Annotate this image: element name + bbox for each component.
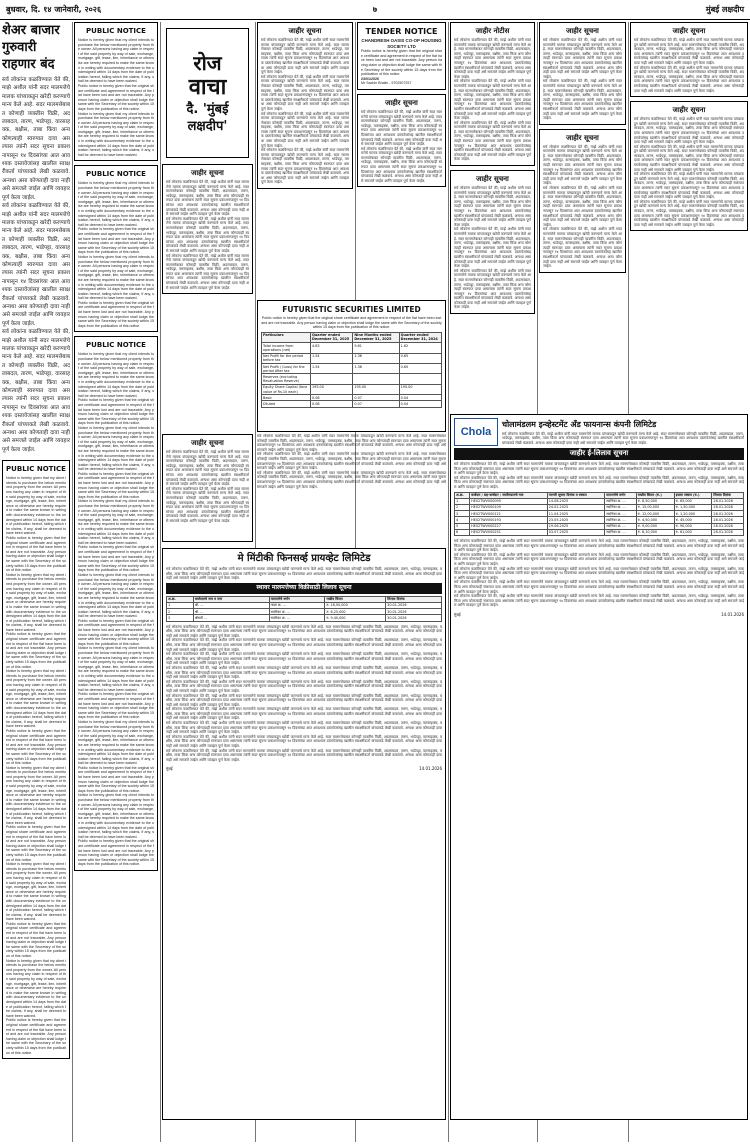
notice-body: Notice is hereby given that my client intends to purchase the below mentioned property from the owner. All persons having any claim in respect of the said property by way of sale, exchange, mortgage, gift, lease, lien, inheritance or otherwise are hereby required to make the same known in writing with documentary evidence to the undersigned within 14 days from the date of publication hereof, failing which the claims, if any, shall be deemed to have been waived. bbox=[6, 669, 66, 729]
promo-box bbox=[166, 28, 249, 158]
futuristic-table-cell: 195.00 bbox=[353, 384, 399, 394]
futuristic-table-cell: 0.04 bbox=[399, 401, 441, 407]
chola-intro: सर्व लोकांना कळविण्यात येते की, माझे अशील यांनी सदर मालमत्तेचे मालक यांच्याकडून खरेदी करण्याचे मान्य केले आहे. सदर मालमत्तेबाबत कोणाही व्यक्तीस विक्री, अदलाबदल, तारण, भाडेपट्टा, वारसाहक्क, बक्षीस, ताबा किंवा अन्य कोणत्याही स्वरुपात दावा असल्यास त्यांनी सदर सूचना प्रकाशनापासून १४ दिवसांच्या आत आवश्यक दस्तावेजांसह खालील स्वाक्षरीकर्ता यांच्याकडे लेखी कळवावे. अन्यथा असा कोणताही दावा नाही असे समजले जाईल आणि व्यवहार पूर्ण केला जाईल. bbox=[454, 475, 744, 489]
mintiki-terms: सर्व लोकांना कळविण्यात येते की, माझे अशील यांनी सदर मालमत्तेचे मालक यांच्याकडून खरेदी करण्याचे मान्य केले आहे. सदर मालमत्तेबाबत कोणाही व्यक्तीस विक्री, अदलाबदल, तारण, भाडेपट्टा, वारसाहक्क, बक्षीस, ताबा किंवा अन्य कोणत्याही स्वरुपात दावा असल्यास त्यांनी सदर सूचना प्रकाशनापासून १४ दिवसांच्या आत आवश्यक दस्तावेजांसह खालील स्वाक्षरीकर्ता यांच्याकडे लेखी कळवावे. अन्यथा असा कोणताही दावा नाही असे समजले जाईल आणि व्यवहार पूर्ण केला जाईल. bbox=[166, 693, 442, 707]
notice-body: Public notice is hereby given that the original share certificate and agreement in respect of the flat have been lost and are not traceable. Any person having claim or objection shall lodge the same with the Secretary of the society within 15 days from the publication of this notice. bbox=[78, 300, 154, 328]
chola-table-cell: रु. 45,000 bbox=[674, 517, 712, 523]
futuristic-table-cell: 4.83 bbox=[311, 343, 353, 353]
notice-title: जाहीर सूचना bbox=[476, 175, 509, 184]
mintiki-table-cell: 30.01.2026 bbox=[386, 615, 442, 621]
public-notice-box-4 bbox=[74, 336, 158, 871]
column-4-top bbox=[257, 22, 353, 322]
promo-line-3: दै. 'मुंबई bbox=[186, 102, 229, 117]
chola-table-cell: HE02TWV000121 bbox=[470, 511, 548, 517]
notice-body: Public notice is hereby given that the original share certificate and agreement in respect of the flat have been lost and are not traceable. Any person having claim or objection shall lodge the same with the Secretary of the society within 15 days from the publication of this notice. bbox=[78, 398, 154, 426]
page-number: ७ bbox=[372, 5, 378, 14]
notice-body: सर्व लोकांना कळविण्यात येते की, माझे अशील यांनी सदर मालमत्तेचे मालक यांच्याकडून खरेदी करण्याचे मान्य केले आहे. सदर मालमत्तेबाबत कोणाही व्यक्तीस विक्री, अदलाबदल, तारण, भाडेपट्टा, वारसाहक्क, बक्षीस, ताबा किंवा अन्य कोणत्याही स्वरुपात दावा असल्यास त्यांनी सदर सूचना प्रकाशनापासून १४ दिवसांच्या आत आवश्यक दस्तावेजांसह खालील स्वाक्षरीकर्ता यांच्याकडे लेखी कळवावे. अन्यथा असा कोणताही दावा नाही असे समजले जाईल आणि व्यवहार पूर्ण केला जाईल. bbox=[257, 470, 446, 489]
notice-body: Public notice is hereby given that the original share certificate and agreement in respect of the flat have been lost and are not traceable. Any person having claim or objection shall lodge the same with the Secretary of the society within 15 days from the publication of this notice. bbox=[78, 83, 154, 111]
chola-table-cell: 1 bbox=[455, 498, 470, 504]
chola-table-cell: 3 bbox=[455, 511, 470, 517]
notice-title: जाहीर सूचना bbox=[672, 106, 706, 115]
column-7-top bbox=[539, 22, 626, 432]
mintiki-auction-box bbox=[162, 548, 446, 1120]
notice-body: Notice is hereby given that my client intends to purchase the below mentioned property from the owner. All persons having any claim in respect of the said property by way of sale, exchange, mortgage, gift, lease, lien, inheritance or otherwise are hereby required to make the same known in writing with documentary evidence to the undersigned within 14 days from the date of publication hereof, failing which the claims, if any, shall be deemed to have been waived. bbox=[78, 793, 154, 839]
mintiki-terms: सर्व लोकांना कळविण्यात येते की, माझे अशील यांनी सदर मालमत्तेचे मालक यांच्याकडून खरेदी करण्याचे मान्य केले आहे. सदर मालमत्तेबाबत कोणाही व्यक्तीस विक्री, अदलाबदल, तारण, भाडेपट्टा, वारसाहक्क, बक्षीस, ताबा किंवा अन्य कोणत्याही स्वरुपात दावा असल्यास त्यांनी सदर सूचना प्रकाशनापासून १४ दिवसांच्या आत आवश्यक दस्तावेजांसह खालील स्वाक्षरीकर्ता यांच्याकडे लेखी कळवावे. अन्यथा असा कोणताही दावा नाही असे समजले जाईल आणि व्यवहार पूर्ण केला जाईल. bbox=[166, 748, 442, 762]
mintiki-table-header-cell: अ.क्र. bbox=[167, 596, 194, 602]
mintiki-table-header-cell: लिलाव दिनांक bbox=[386, 596, 442, 602]
market-article-2: सर्व लोकांना कळविण्यात येते की, माझे अशील यांनी सदर मालमत्तेचे मालक यांच्याकडून खरेदी करण्याचे मान्य केले आहे. सदर मालमत्तेबाबत कोणाही व्यक्तीस विक्री, अदलाबदल, तारण, भाडेपट्टा, वारसाहक्क, बक्षीस, ताबा किंवा अन्य कोणत्याही स्वरुपात दावा असल्यास त्यांनी सदर सूचना प्रकाशनापासून १४ दिवसांच्या आत आवश्यक दस्तावेजांसह खालील स्वाक्षरीकर्ता यांच्याकडे लेखी कळवावे. अन्यथा असा कोणताही दावा नाही असे समजले जाईल आणि व्यवहार पूर्ण केला जाईल. bbox=[2, 203, 70, 327]
notice-body: Notice is hereby given that my client intends to purchase the below mentioned property from the owner. All persons having any claim in respect of the said property by way of sale, exchange, mortgage, gift, lease, lien, inheritance or otherwise are hereby required to make the same known in writing with documentary evidence to the undersigned within 14 days from the date of publication hereof, failing which the claims, if any, shall be deemed to have been waived. bbox=[6, 862, 66, 922]
promo-line-4: लक्षदीप' bbox=[187, 119, 228, 134]
chola-table-cell: रु. 9,00,000 bbox=[636, 523, 674, 529]
notice-body: Public notice is hereby given that the original share certificate and agreement in respect of the flat have been lost and are not traceable. Any person having claim or objection shall lodge the same with the Secretary of the society within 15 days from the publication of this notice. bbox=[6, 632, 66, 669]
chola-table bbox=[454, 492, 744, 536]
futuristic-table-cell: 0.08 bbox=[311, 401, 353, 407]
notice-body: Notice is hereby given that my client intends to purchase the below mentioned property from the owner. All persons having any claim in respect of the said property by way of sale, exchange, mortgage, gift, lease, lien, inheritance or otherwise are hereby required to make the same known in writing with documentary evidence to the undersigned within 14 days from the date of publication hereof, failing which the claims, if any, shall be deemed to have been waived. bbox=[6, 572, 66, 632]
mintiki-subtitle: स्थावर मालमत्तेच्या विक्रीसाठी लिलाव सूचना bbox=[166, 583, 442, 594]
futuristic-table-cell: Reserves (excluding Revaluation Reserve) bbox=[262, 374, 311, 384]
public-notice-box-1 bbox=[74, 22, 158, 161]
futuristic-results-box bbox=[257, 300, 446, 432]
jahir-suchana-box bbox=[357, 94, 446, 188]
tender-body: Public notice is hereby given that the original share certificate and agreement in respect of the flat have been lost and are not traceable. Any person having claim or objection shall lodge the same with the Secretary of the society within 15 days from the publication of this notice. bbox=[361, 49, 442, 77]
chola-table-cell: 03.07.2025 bbox=[547, 529, 605, 535]
jahir-suchana-box bbox=[450, 170, 535, 314]
notice-title: जाहीर सूचना bbox=[191, 169, 224, 177]
tender-notice-box bbox=[357, 22, 446, 90]
notice-body: सर्व लोकांना कळविण्यात येते की, माझे अशील यांनी सदर मालमत्तेचे मालक यांच्याकडून खरेदी करण्याचे मान्य केले आहे. सदर मालमत्तेबाबत कोणाही व्यक्तीस विक्री, अदलाबदल, तारण, भाडेपट्टा, वारसाहक्क, बक्षीस, ताबा किंवा अन्य कोणत्याही स्वरुपात दावा असल्यास त्यांनी सदर सूचना प्रकाशनापासून १४ दिवसांच्या आत आवश्यक दस्तावेजांसह खालील स्वाक्षरीकर्ता यांच्याकडे लेखी कळवावे. अन्यथा असा कोणताही दावा नाही असे समजले जाईल आणि व्यवहार पूर्ण केला जाईल. bbox=[261, 38, 349, 75]
notice-body: सर्व लोकांना कळविण्यात येते की, माझे अशील यांनी सदर मालमत्तेचे मालक यांच्याकडून खरेदी करण्याचे मान्य केले आहे. सदर मालमत्तेबाबत कोणाही व्यक्तीस विक्री, अदलाबदल, तारण, भाडेपट्टा, वारसाहक्क, बक्षीस, ताबा किंवा अन्य कोणत्याही स्वरुपात दावा असल्यास त्यांनी सदर सूचना प्रकाशनापासून १४ दिवसांच्या आत आवश्यक दस्तावेजांसह खालील स्वाक्षरीकर्ता यांच्याकडे लेखी कळवावे. अन्यथा असा कोणताही दावा नाही असे समजले जाईल आणि व्यवहार पूर्ण केला जाईल. bbox=[257, 434, 446, 452]
mintiki-terms: सर्व लोकांना कळविण्यात येते की, माझे अशील यांनी सदर मालमत्तेचे मालक यांच्याकडून खरेदी करण्याचे मान्य केले आहे. सदर मालमत्तेबाबत कोणाही व्यक्तीस विक्री, अदलाबदल, तारण, भाडेपट्टा, वारसाहक्क, बक्षीस, ताबा किंवा अन्य कोणत्याही स्वरुपात दावा असल्यास त्यांनी सदर सूचना प्रकाशनापासून १४ दिवसांच्या आत आवश्यक दस्तावेजांसह खालील स्वाक्षरीकर्ता यांच्याकडे लेखी कळवावे. अन्यथा असा कोणताही दावा नाही असे समजले जाईल आणि व्यवहार पूर्ण केला जाईल. bbox=[166, 707, 442, 721]
notice-body: Public notice is hereby given that the original share certificate and agreement in respect of the flat have been lost and are not traceable. Any person having claim or objection shall lodge the same with the Secretary of the society within 15 days from the publication of this notice. bbox=[6, 728, 66, 766]
public-notice-box-2 bbox=[74, 165, 158, 332]
chola-table-cell: सदनिका क्र. ... bbox=[605, 517, 637, 523]
jahir-suchana-box bbox=[257, 22, 353, 189]
chola-table-cell: 14.08.2025 bbox=[547, 498, 605, 504]
chola-table-cell: HE02TWV000193 bbox=[470, 517, 548, 523]
mintiki-intro: सर्व लोकांना कळविण्यात येते की, माझे अशील यांनी सदर मालमत्तेचे मालक यांच्याकडून खरेदी करण्याचे मान्य केले आहे. सदर मालमत्तेबाबत कोणाही व्यक्तीस विक्री, अदलाबदल, तारण, भाडेपट्टा, वारसाहक्क, बक्षीस, ताबा किंवा अन्य कोणत्याही स्वरुपात दावा असल्यास त्यांनी सदर सूचना प्रकाशनापासून १४ दिवसांच्या आत आवश्यक दस्तावेजांसह खालील स्वाक्षरीकर्ता यांच्याकडे लेखी कळवावे. अन्यथा असा कोणताही दावा नाही असे समजले जाईल आणि व्यवहार पूर्ण केला जाईल. bbox=[166, 567, 442, 581]
futuristic-table-cell: Equity Share Capital (face value of Rs.10 each) bbox=[262, 384, 311, 394]
mintiki-table-cell: 2 bbox=[167, 609, 194, 615]
mintiki-table-cell: श्री. ... bbox=[193, 609, 269, 615]
market-article-3: सर्व लोकांना कळविण्यात येते की, माझे अशील यांनी सदर मालमत्तेचे मालक यांच्याकडून खरेदी करण्याचे मान्य केले आहे. सदर मालमत्तेबाबत कोणाही व्यक्तीस विक्री, अदलाबदल, तारण, भाडेपट्टा, वारसाहक्क, बक्षीस, ताबा किंवा अन्य कोणत्याही स्वरुपात दावा असल्यास त्यांनी सदर सूचना प्रकाशनापासून १४ दिवसांच्या आत आवश्यक दस्तावेजांसह खालील स्वाक्षरीकर्ता यांच्याकडे लेखी कळवावे. अन्यथा असा कोणताही दावा नाही असे समजले जाईल आणि व्यवहार पूर्ण केला जाईल. bbox=[2, 329, 70, 453]
mintiki-terms: सर्व लोकांना कळविण्यात येते की, माझे अशील यांनी सदर मालमत्तेचे मालक यांच्याकडून खरेदी करण्याचे मान्य केले आहे. सदर मालमत्तेबाबत कोणाही व्यक्तीस विक्री, अदलाबदल, तारण, भाडेपट्टा, वारसाहक्क, बक्षीस, ताबा किंवा अन्य कोणत्याही स्वरुपात दावा असल्यास त्यांनी सदर सूचना प्रकाशनापासून १४ दिवसांच्या आत आवश्यक दस्तावेजांसह खालील स्वाक्षरीकर्ता यांच्याकडे लेखी कळवावे. अन्यथा असा कोणताही दावा नाही असे समजले जाईल आणि व्यवहार पूर्ण केला जाईल. bbox=[166, 665, 442, 680]
notice-body: सर्व लोकांना कळविण्यात येते की, माझे अशील यांनी सदर मालमत्तेचे मालक यांच्याकडून खरेदी करण्याचे मान्य केले आहे. सदर मालमत्तेबाबत कोणाही व्यक्तीस विक्री, अदलाबदल, तारण, भाडेपट्टा, वारसाहक्क, बक्षीस, ताबा किंवा अन्य कोणत्याही स्वरुपात दावा असल्यास त्यांनी सदर सूचना प्रकाशनापासून १४ दिवसांच्या आत आवश्यक दस्तावेजांसह खालील स्वाक्षरीकर्ता यांच्याकडे लेखी कळवावे. अन्यथा असा कोणताही दावा नाही असे समजले जाईल आणि व्यवहार पूर्ण केला जाईल. bbox=[454, 186, 531, 227]
mintiki-table-cell: 1 bbox=[167, 602, 194, 608]
chola-table-cell: 24.02.2025 bbox=[547, 504, 605, 510]
futuristic-table-cell: Net Profit / (Loss) for the period After tax bbox=[262, 364, 311, 374]
column-2 bbox=[74, 22, 158, 1142]
mintiki-table-cell: सदनिका क्र. ... bbox=[269, 615, 325, 621]
chola-table-cell: रु. 6,10,000 bbox=[636, 529, 674, 535]
notice-body: Notice is hereby given that my client intends to purchase the below mentioned property from the owner. All persons having any claim in respect of the said property by way of sale, exchange, mortgage, gift, lease, lien, inheritance or otherwise are hereby required to make the same known in writing with documentary evidence to the undersigned within 14 days from the date of publication hereof, failing which the claims, if any, shall be deemed to have been waived. bbox=[78, 38, 154, 84]
notice-body: सर्व लोकांना कळविण्यात येते की, माझे अशील यांनी सदर मालमत्तेचे मालक यांच्याकडून खरेदी करण्याचे मान्य केले आहे. सदर मालमत्तेबाबत कोणाही व्यक्तीस विक्री, अदलाबदल, तारण, भाडेपट्टा, वारसाहक्क, बक्षीस, ताबा किंवा अन्य कोणत्याही स्वरुपात दावा असल्यास त्यांनी सदर सूचना प्रकाशनापासून १४ दिवसांच्या आत आवश्यक दस्तावेजांसह खालील स्वाक्षरीकर्ता यांच्याकडे लेखी कळवावे. अन्यथा असा कोणताही दावा नाही असे समजले जाईल आणि व्यवहार पूर्ण केला जाईल. bbox=[543, 38, 622, 79]
notice-body: Notice is hereby given that my client intends to purchase the below mentioned property from the owner. All persons having any claim in respect of the said property by way of sale, exchange, mortgage, gift, lease, lien, inheritance or otherwise are hereby required to make the same known in writing with documentary evidence to the undersigned within 14 days from the date of publication hereof, failing which the claims, if any, shall be deemed to have been waived. bbox=[78, 425, 154, 472]
futuristic-table-cell: 0.08 bbox=[311, 395, 353, 401]
chola-table-header-cell: मागणी सूचना दिनांक व रक्कम bbox=[547, 492, 605, 498]
futuristic-table-cell: 1.54 bbox=[311, 364, 353, 374]
chola-table-cell: रु. 90,000 bbox=[674, 523, 712, 529]
notice-body: सर्व लोकांना कळविण्यात येते की, माझे अशील यांनी सदर मालमत्तेचे मालक यांच्याकडून खरेदी करण्याचे मान्य केले आहे. सदर मालमत्तेबाबत कोणाही व्यक्तीस विक्री, अदलाबदल, तारण, भाडेपट्टा, वारसाहक्क, बक्षीस, ताबा किंवा अन्य कोणत्याही स्वरुपात दावा असल्यास त्यांनी सदर सूचना प्रकाशनापासून १४ दिवसांच्या आत आवश्यक दस्तावेजांसह खालील स्वाक्षरीकर्ता यांच्याकडे लेखी कळवावे. अन्यथा असा कोणताही दावा नाही असे समजले जाईल आणि व्यवहार पूर्ण केला जाईल. bbox=[261, 111, 349, 148]
chola-table-cell: रु. 85,000 bbox=[674, 498, 712, 504]
futuristic-table-cell: 0.04 bbox=[399, 395, 441, 401]
futuristic-table-cell: 1.62 bbox=[399, 343, 441, 353]
notice-body: Public notice is hereby given that the original share certificate and agreement in respect of the flat have been lost and are not traceable. Any person having claim or objection shall lodge the same with the Secretary of the society within 15 days from the publication of this notice. bbox=[78, 765, 154, 793]
notice-body: सर्व लोकांना कळविण्यात येते की, माझे अशील यांनी सदर मालमत्तेचे मालक यांच्याकडून खरेदी करण्याचे मान्य केले आहे. सदर मालमत्तेबाबत कोणाही व्यक्तीस विक्री, अदलाबदल, तारण, भाडेपट्टा, वारसाहक्क, बक्षीस, ताबा किंवा अन्य कोणत्याही स्वरुपात दावा असल्यास त्यांनी सदर सूचना प्रकाशनापासून १४ दिवसांच्या आत आवश्यक दस्तावेजांसह खालील स्वाक्षरीकर्ता यांच्याकडे लेखी कळवावे. अन्यथा असा कोणताही दावा नाही असे समजले जाईल आणि व्यवहार पूर्ण केला जाईल. bbox=[166, 450, 249, 487]
chola-terms: सर्व लोकांना कळविण्यात येते की, माझे अशील यांनी सदर मालमत्तेचे मालक यांच्याकडून खरेदी करण्याचे मान्य केले आहे. सदर मालमत्तेबाबत कोणाही व्यक्तीस विक्री, अदलाबदल, तारण, भाडेपट्टा, वारसाहक्क, बक्षीस, ताबा किंवा अन्य कोणत्याही स्वरुपात दावा असल्यास त्यांनी सदर सूचना प्रकाशनापासून १४ दिवसांच्या आत आवश्यक दस्तावेजांसह खालील स्वाक्षरीकर्ता यांच्याकडे लेखी कळवावे. अन्यथा असा कोणताही दावा नाही असे समजले जाईल आणि व्यवहार पूर्ण केला जाईल. bbox=[454, 552, 744, 566]
mintiki-table-cell: रु. 18,50,000 bbox=[325, 602, 386, 608]
notice-body: Public notice is hereby given that the original share certificate and agreement in respect of the flat have been lost and are not traceable. Any person having claim or objection shall lodge the same with the Secretary of the society within 15 days from the publication of this notice. bbox=[78, 471, 154, 499]
chola-terms: सर्व लोकांना कळविण्यात येते की, माझे अशील यांनी सदर मालमत्तेचे मालक यांच्याकडून खरेदी करण्याचे मान्य केले आहे. सदर मालमत्तेबाबत कोणाही व्यक्तीस विक्री, अदलाबदल, तारण, भाडेपट्टा, वारसाहक्क, बक्षीस, ताबा किंवा अन्य कोणत्याही स्वरुपात दावा असल्यास त्यांनी सदर सूचना प्रकाशनापासून १४ दिवसांच्या आत आवश्यक दस्तावेजांसह खालील स्वाक्षरीकर्ता यांच्याकडे लेखी कळवावे. अन्यथा असा कोणताही दावा नाही असे समजले जाईल आणि व्यवहार पूर्ण केला जाईल. bbox=[454, 566, 744, 580]
tender-date: 23/01/2026 bbox=[361, 76, 379, 81]
notice-body: सर्व लोकांना कळविण्यात येते की, माझे अशील यांनी सदर मालमत्तेचे मालक यांच्याकडून खरेदी करण्याचे मान्य केले आहे. सदर मालमत्तेबाबत कोणाही व्यक्तीस विक्री, अदलाबदल, तारण, भाडेपट्टा, वारसाहक्क, बक्षीस, ताबा किंवा अन्य कोणत्याही स्वरुपात दावा असल्यास त्यांनी सदर सूचना प्रकाशनापासून १४ दिवसांच्या आत आवश्यक दस्तावेजांसह खालील स्वाक्षरीकर्ता यांच्याकडे लेखी कळवावे. अन्यथा असा कोणताही दावा नाही असे समजले जाईल आणि व्यवहार पूर्ण केला जाईल. bbox=[454, 268, 531, 310]
notice-body: सर्व लोकांना कळविण्यात येते की, माझे अशील यांनी सदर मालमत्तेचे मालक यांच्याकडून खरेदी करण्याचे मान्य केले आहे. सदर मालमत्तेबाबत कोणाही व्यक्तीस विक्री, अदलाबदल, तारण, भाडेपट्टा, वारसाहक्क, बक्षीस, ताबा किंवा अन्य कोणत्याही स्वरुपात दावा असल्यास त्यांनी सदर सूचना प्रकाशनापासून १४ दिवसांच्या आत आवश्यक दस्तावेजांसह खालील स्वाक्षरीकर्ता यांच्याकडे लेखी कळवावे. अन्यथा असा कोणताही दावा नाही असे समजले जाईल आणि व्यवहार पूर्ण केला जाईल. bbox=[166, 486, 249, 523]
mintiki-terms: सर्व लोकांना कळविण्यात येते की, माझे अशील यांनी सदर मालमत्तेचे मालक यांच्याकडून खरेदी करण्याचे मान्य केले आहे. सदर मालमत्तेबाबत कोणाही व्यक्तीस विक्री, अदलाबदल, तारण, भाडेपट्टा, वारसाहक्क, बक्षीस, ताबा किंवा अन्य कोणत्याही स्वरुपात दावा असल्यास त्यांनी सदर सूचना प्रकाशनापासून १४ दिवसांच्या आत आवश्यक दस्तावेजांसह खालील स्वाक्षरीकर्ता यांच्याकडे लेखी कळवावे. अन्यथा असा कोणताही दावा नाही असे समजले जाईल आणि व्यवहार पूर्ण केला जाईल. bbox=[166, 652, 442, 666]
market-headline: शेअर बाजार गुरुवारी राहणार बंद bbox=[2, 23, 60, 72]
notice-body: सर्व लोकांना कळविण्यात येते की, माझे अशील यांनी सदर मालमत्तेचे मालक यांच्याकडून खरेदी करण्याचे मान्य केले आहे. सदर मालमत्तेबाबत कोणाही व्यक्तीस विक्री, अदलाबदल, तारण, भाडेपट्टा, वारसाहक्क, बक्षीस, ताबा किंवा अन्य कोणत्याही स्वरुपात दावा असल्यास त्यांनी सदर सूचना प्रकाशनापासून १४ दिवसांच्या आत आवश्यक दस्तावेजांसह खालील स्वाक्षरीकर्ता यांच्याकडे लेखी कळवावे. अन्यथा असा कोणताही दावा नाही असे समजले जाईल आणि व्यवहार पूर्ण केला जाईल. bbox=[257, 452, 446, 471]
notice-title: जाहीर सूचना bbox=[672, 27, 706, 35]
notice-body: सर्व लोकांना कळविण्यात येते की, माझे अशील यांनी सदर मालमत्तेचे मालक यांच्याकडून खरेदी करण्याचे मान्य केले आहे. सदर मालमत्तेबाबत कोणाही व्यक्तीस विक्री, अदलाबदल, तारण, भाडेपट्टा, वारसाहक्क, बक्षीस, ताबा किंवा अन्य कोणत्याही स्वरुपात दावा असल्यास त्यांनी सदर सूचना प्रकाशनापासून १४ दिवसांच्या आत आवश्यक दस्तावेजांसह खालील स्वाक्षरीकर्ता यांच्याकडे लेखी कळवावे. अन्यथा असा कोणताही दावा नाही असे समजले जाईल आणि व्यवहार पूर्ण केला जाईल. bbox=[166, 216, 249, 253]
page-header bbox=[0, 0, 750, 20]
promo-line-1: रोज bbox=[193, 51, 222, 75]
column-3-top bbox=[162, 22, 253, 432]
chola-table-cell: 28.01.2026 bbox=[712, 504, 744, 510]
notice-body: सर्व लोकांना कळविण्यात येते की, माझे अशील यांनी सदर मालमत्तेचे मालक यांच्याकडून खरेदी करण्याचे मान्य केले आहे. सदर मालमत्तेबाबत कोणाही व्यक्तीस विक्री, अदलाबदल, तारण, भाडेपट्टा, वारसाहक्क, बक्षीस, ताबा किंवा अन्य कोणत्याही स्वरुपात दावा असल्यास त्यांनी सदर सूचना प्रकाशनापासून १४ दिवसांच्या आत आवश्यक दस्तावेजांसह खालील स्वाक्षरीकर्ता यांच्याकडे लेखी कळवावे. अन्यथा असा कोणताही दावा नाही असे समजले जाईल आणि व्यवहार पूर्ण केला जाईल. bbox=[454, 120, 531, 162]
notice-body: Notice is hereby given that my client intends to purchase the below mentioned property from the owner. All persons having any claim in respect of the said property by way of sale, exchange, mortgage, gift, lease, lien, inheritance or otherwise are hereby required to make the same known in writing with documentary evidence to the undersigned within 14 days from the date of publication hereof, failing which the claims, if any, shall be deemed to have been waived. bbox=[78, 719, 154, 766]
tender-contact: Mr Sachin Bhalin - 9702507257 bbox=[361, 81, 412, 86]
market-article: सर्व लोकांना कळविण्यात येते की, माझे अशील यांनी सदर मालमत्तेचे मालक यांच्याकडून खरेदी करण्याचे मान्य केले आहे. सदर मालमत्तेबाबत कोणाही व्यक्तीस विक्री, अदलाबदल, तारण, भाडेपट्टा, वारसाहक्क, बक्षीस, ताबा किंवा अन्य कोणत्याही स्वरुपात दावा असल्यास त्यांनी सदर सूचना प्रकाशनापासून १४ दिवसांच्या आत आवश्यक दस्तावेजांसह खालील स्वाक्षरीकर्ता यांच्याकडे लेखी कळवावे. अन्यथा असा कोणताही दावा नाही असे समजले जाईल आणि व्यवहार पूर्ण केला जाईल. bbox=[2, 77, 70, 201]
chola-terms: सर्व लोकांना कळविण्यात येते की, माझे अशील यांनी सदर मालमत्तेचे मालक यांच्याकडून खरेदी करण्याचे मान्य केले आहे. सदर मालमत्तेबाबत कोणाही व्यक्तीस विक्री, अदलाबदल, तारण, भाडेपट्टा, वारसाहक्क, बक्षीस, ताबा किंवा अन्य कोणत्याही स्वरुपात दावा असल्यास त्यांनी सदर सूचना प्रकाशनापासून १४ दिवसांच्या आत आवश्यक दस्तावेजांसह खालील स्वाक्षरीकर्ता यांच्याकडे लेखी कळवावे. अन्यथा असा कोणताही दावा नाही असे समजले जाईल आणि व्यवहार पूर्ण केला जाईल. bbox=[454, 538, 744, 553]
chola-table-header-cell: राखीव किंमत (रु.) bbox=[636, 492, 674, 498]
futuristic-table-cell bbox=[311, 374, 353, 384]
notice-body: सर्व लोकांना कळविण्यात येते की, माझे अशील यांनी सदर मालमत्तेचे मालक यांच्याकडून खरेदी करण्याचे मान्य केले आहे. सदर मालमत्तेबाबत कोणाही व्यक्तीस विक्री, अदलाबदल, तारण, भाडेपट्टा, वारसाहक्क, बक्षीस, ताबा किंवा अन्य कोणत्याही स्वरुपात दावा असल्यास त्यांनी सदर सूचना प्रकाशनापासून १४ दिवसांच्या आत आवश्यक दस्तावेजांसह खालील स्वाक्षरीकर्ता यांच्याकडे लेखी कळवावे. अन्यथा असा कोणताही दावा नाही असे समजले जाईल आणि व्यवहार पूर्ण केला जाईल. bbox=[543, 144, 622, 186]
notice-body: Notice is hereby given that my client intends to purchase the below mentioned property from the owner. All persons having any claim in respect of the said property by way of sale, exchange, mortgage, gift, lease, lien, inheritance or otherwise are hereby required to make the same known in writing with documentary evidence to the undersigned within 14 days from the date of publication hereof, failing which the claims, if any, shall be deemed to have been waived. bbox=[78, 254, 154, 301]
chola-table-header-cell: इसारा रक्कम (रु.) bbox=[674, 492, 712, 498]
notice-body: सर्व लोकांना कळविण्यात येते की, माझे अशील यांनी सदर मालमत्तेचे मालक यांच्याकडून खरेदी करण्याचे मान्य केले आहे. सदर मालमत्तेबाबत कोणाही व्यक्तीस विक्री, अदलाबदल, तारण, भाडेपट्टा, वारसाहक्क, बक्षीस, ताबा किंवा अन्य कोणत्याही स्वरुपात दावा असल्यास त्यांनी सदर सूचना प्रकाशनापासून १४ दिवसांच्या आत आवश्यक दस्तावेजांसह खालील स्वाक्षरीकर्ता यांच्याकडे लेखी कळवावे. अन्यथा असा कोणताही दावा नाही असे समजले जाईल आणि व्यवहार पूर्ण केला जाईल. bbox=[543, 79, 622, 121]
chola-table-cell: 28.01.2026 bbox=[712, 498, 744, 504]
tender-society: CHANDRESH OASIS CO-OP HOUSING SOCIETY LTD bbox=[361, 38, 442, 49]
chola-table-row bbox=[455, 529, 744, 535]
mintiki-table-cell: रु. 6,25,000 bbox=[325, 609, 386, 615]
chola-table-cell: रु. 61,000 bbox=[674, 529, 712, 535]
chola-table-cell: रु. 4,50,000 bbox=[636, 517, 674, 523]
notice-title: PUBLIC NOTICE bbox=[6, 465, 66, 474]
notice-body: Public notice is hereby given that the original share certificate and agreement in respect of the flat have been lost and are not traceable. Any person having claim or objection shall lodge the same with the Secretary of the society within 15 days from the publication of this notice. bbox=[78, 839, 154, 867]
notice-body: Notice is hereby given that my client intends to purchase the below mentioned property from the owner. All persons having any claim in respect of the said property by way of sale, exchange, mortgage, gift, lease, lien, inheritance or otherwise are hereby required to make the same known in writing with documentary evidence to the undersigned within 14 days from the date of publication hereof, failing which the claims, if any, shall be deemed to have been waived. bbox=[78, 352, 154, 398]
header-date: बुधवार, दि. १४ जानेवारी, २०२६ bbox=[6, 5, 102, 14]
notice-body: सर्व लोकांना कळविण्यात येते की, माझे अशील यांनी सदर मालमत्तेचे मालक यांच्याकडून खरेदी करण्याचे मान्य केले आहे. सदर मालमत्तेबाबत कोणाही व्यक्तीस विक्री, अदलाबदल, तारण, भाडेपट्टा, वारसाहक्क, बक्षीस, ताबा किंवा अन्य कोणत्याही स्वरुपात दावा असल्यास त्यांनी सदर सूचना प्रकाशनापासून १४ दिवसांच्या आत आवश्यक दस्तावेजांसह खालील स्वाक्षरीकर्ता यांच्याकडे लेखी कळवावे. अन्यथा असा कोणताही दावा नाही असे समजले जाईल आणि व्यवहार पूर्ण केला जाईल. bbox=[634, 199, 744, 227]
chola-auction-box bbox=[450, 414, 748, 1120]
chola-table-cell: सदनिका क्र. ... bbox=[605, 523, 637, 529]
notice-body: Notice is hereby given that my client intends to purchase the below mentioned property from the owner. All persons having any claim in respect of the said property by way of sale, exchange, mortgage, gift, lease, lien, inheritance or otherwise are hereby required to make the same known in writing with documentary evidence to the undersigned within 14 days from the date of publication hereof, failing which the claims, if any, shall be deemed to have been waived. bbox=[6, 765, 66, 825]
place: मुंबई bbox=[454, 611, 461, 617]
futuristic-table-cell: 1.36 bbox=[353, 364, 399, 374]
chola-table-cell: HE02TWV000109 bbox=[470, 504, 548, 510]
jahir-suchana-box bbox=[630, 101, 748, 231]
chola-table-cell: सदनिका क्र. ... bbox=[605, 511, 637, 517]
header-paper-name: मुंबई लक्षदीप bbox=[705, 5, 744, 14]
notice-body: Public notice is hereby given that the original share certificate and agreement in respect of the flat have been lost and are not traceable. Any person having claim or objection shall lodge the same with the Secretary of the society within 15 days from the publication of this notice. bbox=[6, 536, 66, 573]
mintiki-terms: सर्व लोकांना कळविण्यात येते की, माझे अशील यांनी सदर मालमत्तेचे मालक यांच्याकडून खरेदी करण्याचे मान्य केले आहे. सदर मालमत्तेबाबत कोणाही व्यक्तीस विक्री, अदलाबदल, तारण, भाडेपट्टा, वारसाहक्क, बक्षीस, ताबा किंवा अन्य कोणत्याही स्वरुपात दावा असल्यास त्यांनी सदर सूचना प्रकाशनापासून १४ दिवसांच्या आत आवश्यक दस्तावेजांसह खालील स्वाक्षरीकर्ता यांच्याकडे लेखी कळवावे. अन्यथा असा कोणताही दावा नाही असे समजले जाईल आणि व्यवहार पूर्ण केला जाईल. bbox=[166, 679, 442, 693]
notice-body: सर्व लोकांना कळविण्यात येते की, माझे अशील यांनी सदर मालमत्तेचे मालक यांच्याकडून खरेदी करण्याचे मान्य केले आहे. सदर मालमत्तेबाबत कोणाही व्यक्तीस विक्री, अदलाबदल, तारण, भाडेपट्टा, वारसाहक्क, बक्षीस, ताबा किंवा अन्य कोणत्याही स्वरुपात दावा असल्यास त्यांनी सदर सूचना प्रकाशनापासून १४ दिवसांच्या आत आवश्यक दस्तावेजांसह खालील स्वाक्षरीकर्ता यांच्याकडे लेखी कळवावे. अन्यथा असा कोणताही दावा नाही असे समजले जाईल आणि व्यवहार पूर्ण केला जाईल. bbox=[634, 117, 744, 145]
futuristic-table-cell: Diluted bbox=[262, 401, 311, 407]
chola-table-cell: 5 bbox=[455, 523, 470, 529]
notice-body: सर्व लोकांना कळविण्यात येते की, माझे अशील यांनी सदर मालमत्तेचे मालक यांच्याकडून खरेदी करण्याचे मान्य केले आहे. सदर मालमत्तेबाबत कोणाही व्यक्तीस विक्री, अदलाबदल, तारण, भाडेपट्टा, वारसाहक्क, बक्षीस, ताबा किंवा अन्य कोणत्याही स्वरुपात दावा असल्यास त्यांनी सदर सूचना प्रकाशनापासून १४ दिवसांच्या आत आवश्यक दस्तावेजांसह खालील स्वाक्षरीकर्ता यांच्याकडे लेखी कळवावे. अन्यथा असा कोणताही दावा नाही असे समजले जाईल आणि व्यवहार पूर्ण केला जाईल. bbox=[166, 253, 249, 290]
chola-table-header-cell: कर्जदार / सह-कर्जदार / जामीनदाराचे नाव bbox=[470, 492, 548, 498]
chola-table-header-cell: लिलाव दिनांक bbox=[712, 492, 744, 498]
mintiki-terms: सर्व लोकांना कळविण्यात येते की, माझे अशील यांनी सदर मालमत्तेचे मालक यांच्याकडून खरेदी करण्याचे मान्य केले आहे. सदर मालमत्तेबाबत कोणाही व्यक्तीस विक्री, अदलाबदल, तारण, भाडेपट्टा, वारसाहक्क, बक्षीस, ताबा किंवा अन्य कोणत्याही स्वरुपात दावा असल्यास त्यांनी सदर सूचना प्रकाशनापासून १४ दिवसांच्या आत आवश्यक दस्तावेजांसह खालील स्वाक्षरीकर्ता यांच्याकडे लेखी कळवावे. अन्यथा असा कोणताही दावा नाही असे समजले जाईल आणि व्यवहार पूर्ण केला जाईल. bbox=[166, 734, 442, 749]
notice-body: सर्व लोकांना कळविण्यात येते की, माझे अशील यांनी सदर मालमत्तेचे मालक यांच्याकडून खरेदी करण्याचे मान्य केले आहे. सदर मालमत्तेबाबत कोणाही व्यक्तीस विक्री, अदलाबदल, तारण, भाडेपट्टा, वारसाहक्क, बक्षीस, ताबा किंवा अन्य कोणत्याही स्वरुपात दावा असल्यास त्यांनी सदर सूचना प्रकाशनापासून १४ दिवसांच्या आत आवश्यक दस्तावेजांसह खालील स्वाक्षरीकर्ता यांच्याकडे लेखी कळवावे. अन्यथा असा कोणताही दावा नाही असे समजले जाईल आणि व्यवहार पूर्ण केला जाईल. bbox=[261, 148, 349, 185]
notice-title: जाहीर नोटीस bbox=[475, 27, 510, 35]
chola-table-cell: 11.04.2025 bbox=[547, 511, 605, 517]
notice-title: PUBLIC NOTICE bbox=[86, 170, 146, 179]
futuristic-table-row bbox=[262, 343, 442, 353]
chola-table-cell: 6 bbox=[455, 529, 470, 535]
notice-body: सर्व लोकांना कळविण्यात येते की, माझे अशील यांनी सदर मालमत्तेचे मालक यांच्याकडून खरेदी करण्याचे मान्य केले आहे. सदर मालमत्तेबाबत कोणाही व्यक्तीस विक्री, अदलाबदल, तारण, भाडेपट्टा, वारसाहक्क, बक्षीस, ताबा किंवा अन्य कोणत्याही स्वरुपात दावा असल्यास त्यांनी सदर सूचना प्रकाशनापासून १४ दिवसांच्या आत आवश्यक दस्तावेजांसह खालील स्वाक्षरीकर्ता यांच्याकडे लेखी कळवावे. अन्यथा असा कोणताही दावा नाही असे समजले जाईल आणि व्यवहार पूर्ण केला जाईल. bbox=[454, 79, 531, 121]
notice-body: Notice is hereby given that my client intends to purchase the below mentioned property from the owner. All persons having any claim in respect of the said property by way of sale, exchange, mortgage, gift, lease, lien, inheritance or otherwise are hereby required to make the same known in writing with documentary evidence to the undersigned within 14 days from the date of publication hereof, failing which the claims, if any, shall be deemed to have been waived. bbox=[78, 646, 154, 692]
chola-header bbox=[454, 418, 744, 446]
jahir-suchana-box bbox=[539, 22, 626, 125]
futuristic-table-row bbox=[262, 384, 442, 394]
futuristic-table-cell: 0.65 bbox=[399, 364, 441, 374]
promo-line-2: वाचा bbox=[188, 75, 227, 100]
mintiki-table-cell: श्री. ... bbox=[193, 602, 269, 608]
mintiki-footer bbox=[166, 766, 442, 772]
notice-body: सर्व लोकांना कळविण्यात येते की, माझे अशील यांनी सदर मालमत्तेचे मालक यांच्याकडून खरेदी करण्याचे मान्य केले आहे. सदर मालमत्तेबाबत कोणाही व्यक्तीस विक्री, अदलाबदल, तारण, भाडेपट्टा, वारसाहक्क, बक्षीस, ताबा किंवा अन्य कोणत्याही स्वरुपात दावा असल्यास त्यांनी सदर सूचना प्रकाशनापासून १४ दिवसांच्या आत आवश्यक दस्तावेजांसह खालील स्वाक्षरीकर्ता यांच्याकडे लेखी कळवावे. अन्यथा असा कोणताही दावा नाही असे समजले जाईल आणि व्यवहार पूर्ण केला जाईल. bbox=[361, 146, 442, 183]
chola-table-cell: सदनिका क्र. ... bbox=[605, 529, 637, 535]
futuristic-table-cell: 0.65 bbox=[399, 353, 441, 363]
notice-body: Notice is hereby given that my client intends to purchase the below mentioned property from the owner. All persons having any claim in respect of the said property by way of sale, exchange, mortgage, gift, lease, lien, inheritance or otherwise are hereby required to make the same known in writing with documentary evidence to the undersigned within 14 days from the date of publication hereof, failing which the claims, if any, shall be deemed to have been waived. bbox=[78, 499, 154, 545]
futuristic-table-cell bbox=[399, 374, 441, 384]
futuristic-table bbox=[261, 332, 442, 408]
jahir-suchana-box bbox=[162, 164, 253, 294]
notice-body: Public notice is hereby given that the original share certificate and agreement in respect of the flat have been lost and are not traceable. Any person having claim or objection shall lodge the same with the Secretary of the society within 15 days from the publication of this notice. bbox=[78, 545, 154, 573]
notice-body: सर्व लोकांना कळविण्यात येते की, माझे अशील यांनी सदर मालमत्तेचे मालक यांच्याकडून खरेदी करण्याचे मान्य केले आहे. सदर मालमत्तेबाबत कोणाही व्यक्तीस विक्री, अदलाबदल, तारण, भाडेपट्टा, वारसाहक्क, बक्षीस, ताबा किंवा अन्य कोणत्याही स्वरुपात दावा असल्यास त्यांनी सदर सूचना प्रकाशनापासून १४ दिवसांच्या आत आवश्यक दस्तावेजांसह खालील स्वाक्षरीकर्ता यांच्याकडे लेखी कळवावे. अन्यथा असा कोणताही दावा नाही असे समजले जाईल आणि व्यवहार पूर्ण केला जाईल. bbox=[634, 38, 744, 65]
notice-title: जाहीर सूचना bbox=[385, 98, 418, 107]
chola-table-cell: 2 bbox=[455, 504, 470, 510]
mintiki-table-header-cell: मालमत्तेचे वर्णन bbox=[269, 596, 325, 602]
notice-body: Public notice is hereby given that the original share certificate and agreement in respect of the flat have been lost and are not traceable. Any person having claim or objection shall lodge the same with the Secretary of the society within 15 days from the publication of this notice. bbox=[6, 825, 66, 862]
notice-body: Notice is hereby given that my client intends to purchase the below mentioned property from the owner. All persons having any claim in respect of the said property by way of sale, exchange, mortgage, gift, lease, lien, inheritance or otherwise are hereby required to make the same known in writing with documentary evidence to the undersigned within 14 days from the date of publication hereof, failing which the claims, if any, shall be deemed to have been waived. bbox=[78, 572, 154, 619]
chola-table-cell: HE02TWV000251 bbox=[470, 529, 548, 535]
jahir-suchana-box bbox=[630, 22, 748, 97]
chola-footer bbox=[454, 612, 744, 618]
chola-table-cell: सदनिका क्र. ... bbox=[605, 504, 637, 510]
futuristic-table-cell: 1.36 bbox=[353, 353, 399, 363]
mintiki-table-cell: 30.01.2026 bbox=[386, 602, 442, 608]
chola-logo: Chola bbox=[454, 418, 498, 446]
notice-body: Public notice is hereby given that the original share certificate and agreement in respect of the flat have been lost and are not traceable. Any person having claim or objection shall lodge the same with the Secretary of the society within 15 days from the publication of this notice. bbox=[6, 1018, 66, 1055]
mintiki-terms: सर्व लोकांना कळविण्यात येते की, माझे अशील यांनी सदर मालमत्तेचे मालक यांच्याकडून खरेदी करण्याचे मान्य केले आहे. सदर मालमत्तेबाबत कोणाही व्यक्तीस विक्री, अदलाबदल, तारण, भाडेपट्टा, वारसाहक्क, बक्षीस, ताबा किंवा अन्य कोणत्याही स्वरुपात दावा असल्यास त्यांनी सदर सूचना प्रकाशनापासून १४ दिवसांच्या आत आवश्यक दस्तावेजांसह खालील स्वाक्षरीकर्ता यांच्याकडे लेखी कळवावे. अन्यथा असा कोणताही दावा नाही असे समजले जाईल आणि व्यवहार पूर्ण केला जाईल. bbox=[166, 638, 442, 652]
notice-body: सर्व लोकांना कळविण्यात येते की, माझे अशील यांनी सदर मालमत्तेचे मालक यांच्याकडून खरेदी करण्याचे मान्य केले आहे. सदर मालमत्तेबाबत कोणाही व्यक्तीस विक्री, अदलाबदल, तारण, भाडेपट्टा, वारसाहक्क, बक्षीस, ताबा किंवा अन्य कोणत्याही स्वरुपात दावा असल्यास त्यांनी सदर सूचना प्रकाशनापासून १४ दिवसांच्या आत आवश्यक दस्तावेजांसह खालील स्वाक्षरीकर्ता यांच्याकडे लेखी कळवावे. अन्यथा असा कोणताही दावा नाही असे समजले जाईल आणि व्यवहार पूर्ण केला जाईल. bbox=[543, 186, 622, 227]
mintiki-table-header-cell: राखीव किंमत bbox=[325, 596, 386, 602]
chola-address: सर्व लोकांना कळविण्यात येते की, माझे अशील यांनी सदर मालमत्तेचे मालक यांच्याकडून खरेदी करण्याचे मान्य केले आहे. सदर मालमत्तेबाबत कोणाही व्यक्तीस विक्री, अदलाबदल, तारण, भाडेपट्टा, वारसाहक्क, बक्षीस, ताबा किंवा अन्य कोणत्याही स्वरुपात दावा असल्यास त्यांनी सदर सूचना प्रकाशनापासून १४ दिवसांच्या आत आवश्यक दस्तावेजांसह खालील स्वाक्षरीकर्ता यांच्याकडे लेखी कळवावे. अन्यथा असा कोणताही दावा नाही असे समजले जाईल आणि व्यवहार पूर्ण केला जाईल. bbox=[502, 431, 744, 445]
chola-table-cell: 28.01.2026 bbox=[712, 511, 744, 517]
futuristic-table-header-cell: Particulars bbox=[262, 332, 311, 342]
chola-table-cell: रु. 15,00,000 bbox=[636, 504, 674, 510]
futuristic-table-cell: Net Profit for the period before tax bbox=[262, 353, 311, 363]
chola-table-cell: 19.06.2025 bbox=[547, 523, 605, 529]
chola-table-cell: रु. 8,50,000 bbox=[636, 498, 674, 504]
notice-body: सर्व लोकांना कळविण्यात येते की, माझे अशील यांनी सदर मालमत्तेचे मालक यांच्याकडून खरेदी करण्याचे मान्य केले आहे. सदर मालमत्तेबाबत कोणाही व्यक्तीस विक्री, अदलाबदल, तारण, भाडेपट्टा, वारसाहक्क, बक्षीस, ताबा किंवा अन्य कोणत्याही स्वरुपात दावा असल्यास त्यांनी सदर सूचना प्रकाशनापासून १४ दिवसांच्या आत आवश्यक दस्तावेजांसह खालील स्वाक्षरीकर्ता यांच्याकडे लेखी कळवावे. अन्यथा असा कोणताही दावा नाही असे समजले जाईल आणि व्यवहार पूर्ण केला जाईल. bbox=[634, 144, 744, 172]
notice-body: Public notice is hereby given that the original share certificate and agreement in respect of the flat have been lost and are not traceable. Any person having claim or objection shall lodge the same with the Secretary of the society within 15 days from the publication of this notice. bbox=[6, 921, 66, 959]
chola-table-header-cell: मालमत्तेचे वर्णन bbox=[605, 492, 637, 498]
futuristic-table-header-cell: Quarter ended December 31, 2024 bbox=[399, 332, 441, 342]
chola-subtitle: जाहीर ई-लिलाव सूचना bbox=[454, 448, 744, 460]
mintiki-table-cell: 3 bbox=[167, 615, 194, 621]
notice-body: Notice is hereby given that my client intends to purchase the below mentioned property from the owner. All persons having any claim in respect of the said property by way of sale, exchange, mortgage, gift, lease, lien, inheritance or otherwise are hereby required to make the same known in writing with documentary evidence to the undersigned within 14 days from the date of publication hereof, failing which the claims, if any, shall be deemed to have been waived. bbox=[6, 958, 66, 1018]
public-notice-box-3 bbox=[2, 460, 70, 1059]
futuristic-table-cell: Basic bbox=[262, 395, 311, 401]
mintiki-table bbox=[166, 596, 442, 622]
jahir-suchana-box bbox=[539, 129, 626, 273]
mintiki-table-cell: 30.01.2026 bbox=[386, 609, 442, 615]
chola-table-cell: 28.01.2026 bbox=[712, 529, 744, 535]
notice-title: जाहीर सूचना bbox=[566, 133, 599, 142]
chola-table-cell: 28.01.2026 bbox=[712, 523, 744, 529]
futuristic-table-cell: 0.07 bbox=[353, 395, 399, 401]
notice-body: Notice is hereby given that my client intends to purchase the below mentioned property from the owner. All persons having any claim in respect of the said property by way of sale, exchange, mortgage, gift, lease, lien, inheritance or otherwise are hereby required to make the same known in writing with documentary evidence to the undersigned within 14 days from the date of publication hereof, failing which the claims, if any, shall be deemed to have been waived. bbox=[6, 476, 66, 536]
notice-body: Notice is hereby given that my client intends to purchase the below mentioned property from the owner. All persons having any claim in respect of the said property by way of sale, exchange, mortgage, gift, lease, lien, inheritance or otherwise are hereby required to make the same known in writing with documentary evidence to the undersigned within 14 days from the date of publication hereof, failing which the claims, if any, shall be deemed to have been waived. bbox=[78, 181, 154, 227]
futuristic-table-row bbox=[262, 364, 442, 374]
notice-body: Public notice is hereby given that the original share certificate and agreement in respect of the flat have been lost and are not traceable. Any person having claim or objection shall lodge the same with the Secretary of the society within 15 days from the publication of this notice. bbox=[78, 227, 154, 255]
futuristic-address: Public notice is hereby given that the original share certificate and agreement in respect of the flat have been lost and are not traceable. Any person having claim or objection shall lodge the same with the Secretary of the society within 15 days from the publication of this notice. bbox=[261, 316, 442, 330]
chola-intro: सर्व लोकांना कळविण्यात येते की, माझे अशील यांनी सदर मालमत्तेचे मालक यांच्याकडून खरेदी करण्याचे मान्य केले आहे. सदर मालमत्तेबाबत कोणाही व्यक्तीस विक्री, अदलाबदल, तारण, भाडेपट्टा, वारसाहक्क, बक्षीस, ताबा किंवा अन्य कोणत्याही स्वरुपात दावा असल्यास त्यांनी सदर सूचना प्रकाशनापासून १४ दिवसांच्या आत आवश्यक दस्तावेजांसह खालील स्वाक्षरीकर्ता यांच्याकडे लेखी कळवावे. अन्यथा असा कोणताही दावा नाही असे समजले जाईल आणि व्यवहार पूर्ण केला जाईल. bbox=[454, 462, 744, 476]
jahir-suchana-box bbox=[162, 434, 253, 542]
futuristic-table-cell: 0.07 bbox=[353, 401, 399, 407]
futuristic-table-cell: 195.00 bbox=[311, 384, 353, 394]
chola-table-cell: रु. 1,20,000 bbox=[674, 511, 712, 517]
chola-table-cell: रु. 1,50,000 bbox=[674, 504, 712, 510]
chola-terms: सर्व लोकांना कळविण्यात येते की, माझे अशील यांनी सदर मालमत्तेचे मालक यांच्याकडून खरेदी करण्याचे मान्य केले आहे. सदर मालमत्तेबाबत कोणाही व्यक्तीस विक्री, अदलाबदल, तारण, भाडेपट्टा, वारसाहक्क, बक्षीस, ताबा किंवा अन्य कोणत्याही स्वरुपात दावा असल्यास त्यांनी सदर सूचना प्रकाशनापासून १४ दिवसांच्या आत आवश्यक दस्तावेजांसह खालील स्वाक्षरीकर्ता यांच्याकडे लेखी कळवावे. अन्यथा असा कोणताही दावा नाही असे समजले जाईल आणि व्यवहार पूर्ण केला जाईल. bbox=[454, 580, 744, 594]
mid-notices bbox=[162, 434, 446, 544]
date: 14.01.2026 bbox=[419, 766, 442, 772]
mintiki-table-cell: रु. 9,40,000 bbox=[325, 615, 386, 621]
notice-body: सर्व लोकांना कळविण्यात येते की, माझे अशील यांनी सदर मालमत्तेचे मालक यांच्याकडून खरेदी करण्याचे मान्य केले आहे. सदर मालमत्तेबाबत कोणाही व्यक्तीस विक्री, अदलाबदल, तारण, भाडेपट्टा, वारसाहक्क, बक्षीस, ताबा किंवा अन्य कोणत्याही स्वरुपात दावा असल्यास त्यांनी सदर सूचना प्रकाशनापासून १४ दिवसांच्या आत आवश्यक दस्तावेजांसह खालील स्वाक्षरीकर्ता यांच्याकडे लेखी कळवावे. अन्यथा असा कोणताही दावा नाही असे समजले जाईल आणि व्यवहार पूर्ण केला जाईल. bbox=[454, 227, 531, 269]
notice-body: सर्व लोकांना कळविण्यात येते की, माझे अशील यांनी सदर मालमत्तेचे मालक यांच्याकडून खरेदी करण्याचे मान्य केले आहे. सदर मालमत्तेबाबत कोणाही व्यक्तीस विक्री, अदलाबदल, तारण, भाडेपट्टा, वारसाहक्क, बक्षीस, ताबा किंवा अन्य कोणत्याही स्वरुपात दावा असल्यास त्यांनी सदर सूचना प्रकाशनापासून १४ दिवसांच्या आत आवश्यक दस्तावेजांसह खालील स्वाक्षरीकर्ता यांच्याकडे लेखी कळवावे. अन्यथा असा कोणताही दावा नाही असे समजले जाईल आणि व्यवहार पूर्ण केला जाईल. bbox=[166, 180, 249, 217]
chola-title: चोलामंडलम इन्व्हेस्टमेंट अँड फायनान्स कंपनी लिमिटेड bbox=[502, 419, 657, 429]
date: 14.01.2026 bbox=[721, 611, 744, 617]
column-5-top bbox=[357, 22, 446, 322]
notice-body: सर्व लोकांना कळविण्यात येते की, माझे अशील यांनी सदर मालमत्तेचे मालक यांच्याकडून खरेदी करण्याचे मान्य केले आहे. सदर मालमत्तेबाबत कोणाही व्यक्तीस विक्री, अदलाबदल, तारण, भाडेपट्टा, वारसाहक्क, बक्षीस, ताबा किंवा अन्य कोणत्याही स्वरुपात दावा असल्यास त्यांनी सदर सूचना प्रकाशनापासून १४ दिवसांच्या आत आवश्यक दस्तावेजांसह खालील स्वाक्षरीकर्ता यांच्याकडे लेखी कळवावे. अन्यथा असा कोणताही दावा नाही असे समजले जाईल आणि व्यवहार पूर्ण केला जाईल. bbox=[361, 109, 442, 147]
chola-table-cell: 23.05.2025 bbox=[547, 517, 605, 523]
futuristic-table-header-cell: Quarter ended December 31, 2025 bbox=[311, 332, 353, 342]
notice-body: सर्व लोकांना कळविण्यात येते की, माझे अशील यांनी सदर मालमत्तेचे मालक यांच्याकडून खरेदी करण्याचे मान्य केले आहे. सदर मालमत्तेबाबत कोणाही व्यक्तीस विक्री, अदलाबदल, तारण, भाडेपट्टा, वारसाहक्क, बक्षीस, ताबा किंवा अन्य कोणत्याही स्वरुपात दावा असल्यास त्यांनी सदर सूचना प्रकाशनापासून १४ दिवसांच्या आत आवश्यक दस्तावेजांसह खालील स्वाक्षरीकर्ता यांच्याकडे लेखी कळवावे. अन्यथा असा कोणताही दावा नाही असे समजले जाईल आणि व्यवहार पूर्ण केला जाईल. bbox=[261, 74, 349, 111]
futuristic-table-cell: 1.54 bbox=[311, 353, 353, 363]
futuristic-table-row bbox=[262, 374, 442, 384]
mintiki-terms: सर्व लोकांना कळविण्यात येते की, माझे अशील यांनी सदर मालमत्तेचे मालक यांच्याकडून खरेदी करण्याचे मान्य केले आहे. सदर मालमत्तेबाबत कोणाही व्यक्तीस विक्री, अदलाबदल, तारण, भाडेपट्टा, वारसाहक्क, बक्षीस, ताबा किंवा अन्य कोणत्याही स्वरुपात दावा असल्यास त्यांनी सदर सूचना प्रकाशनापासून १४ दिवसांच्या आत आवश्यक दस्तावेजांसह खालील स्वाक्षरीकर्ता यांच्याकडे लेखी कळवावे. अन्यथा असा कोणताही दावा नाही असे समजले जाईल आणि व्यवहार पूर्ण केला जाईल. bbox=[166, 721, 442, 735]
futuristic-table-cell: Total income from operations (net) bbox=[262, 343, 311, 353]
place: मुंबई bbox=[166, 766, 173, 772]
futuristic-table-cell: 195.00 bbox=[399, 384, 441, 394]
mintiki-table-cell: गाळा क्र. ... bbox=[269, 602, 325, 608]
chola-table-cell: HE02TWV000227 bbox=[470, 523, 548, 529]
notice-title: PUBLIC NOTICE bbox=[86, 27, 146, 35]
jahir-notice-box bbox=[450, 22, 535, 166]
futuristic-table-cell: 9.61 bbox=[353, 343, 399, 353]
column-6-top bbox=[450, 22, 535, 432]
mintiki-table-cell: सदनिका क्र. ... bbox=[269, 609, 325, 615]
chola-table-cell: 28.01.2026 bbox=[712, 517, 744, 523]
notice-body: सर्व लोकांना कळविण्यात येते की, माझे अशील यांनी सदर मालमत्तेचे मालक यांच्याकडून खरेदी करण्याचे मान्य केले आहे. सदर मालमत्तेबाबत कोणाही व्यक्तीस विक्री, अदलाबदल, तारण, भाडेपट्टा, वारसाहक्क, बक्षीस, ताबा किंवा अन्य कोणत्याही स्वरुपात दावा असल्यास त्यांनी सदर सूचना प्रकाशनापासून १४ दिवसांच्या आत आवश्यक दस्तावेजांसह खालील स्वाक्षरीकर्ता यांच्याकडे लेखी कळवावे. अन्यथा असा कोणताही दावा नाही असे समजले जाईल आणि व्यवहार पूर्ण केला जाईल. bbox=[454, 38, 531, 79]
chola-table-cell: सदनिका क्र. ... bbox=[605, 498, 637, 504]
notice-title: जाहीर सूचना bbox=[288, 27, 322, 35]
notice-body: सर्व लोकांना कळविण्यात येते की, माझे अशील यांनी सदर मालमत्तेचे मालक यांच्याकडून खरेदी करण्याचे मान्य केले आहे. सदर मालमत्तेबाबत कोणाही व्यक्तीस विक्री, अदलाबदल, तारण, भाडेपट्टा, वारसाहक्क, बक्षीस, ताबा किंवा अन्य कोणत्याही स्वरुपात दावा असल्यास त्यांनी सदर सूचना प्रकाशनापासून १४ दिवसांच्या आत आवश्यक दस्तावेजांसह खालील स्वाक्षरीकर्ता यांच्याकडे लेखी कळवावे. अन्यथा असा कोणताही दावा नाही असे समजले जाईल आणि व्यवहार पूर्ण केला जाईल. bbox=[634, 65, 744, 93]
notice-body: सर्व लोकांना कळविण्यात येते की, माझे अशील यांनी सदर मालमत्तेचे मालक यांच्याकडून खरेदी करण्याचे मान्य केले आहे. सदर मालमत्तेबाबत कोणाही व्यक्तीस विक्री, अदलाबदल, तारण, भाडेपट्टा, वारसाहक्क, बक्षीस, ताबा किंवा अन्य कोणत्याही स्वरुपात दावा असल्यास त्यांनी सदर सूचना प्रकाशनापासून १४ दिवसांच्या आत आवश्यक दस्तावेजांसह खालील स्वाक्षरीकर्ता यांच्याकडे लेखी कळवावे. अन्यथा असा कोणताही दावा नाही असे समजले जाईल आणि व्यवहार पूर्ण केला जाईल. bbox=[543, 227, 622, 269]
chola-terms: सर्व लोकांना कळविण्यात येते की, माझे अशील यांनी सदर मालमत्तेचे मालक यांच्याकडून खरेदी करण्याचे मान्य केले आहे. सदर मालमत्तेबाबत कोणाही व्यक्तीस विक्री, अदलाबदल, तारण, भाडेपट्टा, वारसाहक्क, बक्षीस, ताबा किंवा अन्य कोणत्याही स्वरुपात दावा असल्यास त्यांनी सदर सूचना प्रकाशनापासून १४ दिवसांच्या आत आवश्यक दस्तावेजांसह खालील स्वाक्षरीकर्ता यांच्याकडे लेखी कळवावे. अन्यथा असा कोणताही दावा नाही असे समजले जाईल आणि व्यवहार पूर्ण केला जाईल. bbox=[454, 594, 744, 608]
notice-body: Public notice is hereby given that the original share certificate and agreement in respect of the flat have been lost and are not traceable. Any person having claim or objection shall lodge the same with the Secretary of the society within 15 days from the publication of this notice. bbox=[78, 618, 154, 646]
chola-table-header-cell: अ.क्र. bbox=[455, 492, 470, 498]
futuristic-table-cell bbox=[353, 374, 399, 384]
notice-body: Public notice is hereby given that the original share certificate and agreement in respect of the flat have been lost and are not traceable. Any person having claim or objection shall lodge the same with the Secretary of the society within 15 days from the publication of this notice. bbox=[78, 692, 154, 720]
mintiki-terms: सर्व लोकांना कळविण्यात येते की, माझे अशील यांनी सदर मालमत्तेचे मालक यांच्याकडून खरेदी करण्याचे मान्य केले आहे. सदर मालमत्तेबाबत कोणाही व्यक्तीस विक्री, अदलाबदल, तारण, भाडेपट्टा, वारसाहक्क, बक्षीस, ताबा किंवा अन्य कोणत्याही स्वरुपात दावा असल्यास त्यांनी सदर सूचना प्रकाशनापासून १४ दिवसांच्या आत आवश्यक दस्तावेजांसह खालील स्वाक्षरीकर्ता यांच्याकडे लेखी कळवावे. अन्यथा असा कोणताही दावा नाही असे समजले जाईल आणि व्यवहार पूर्ण केला जाईल. bbox=[166, 624, 442, 638]
notice-title: जाहीर सूचना bbox=[566, 27, 599, 35]
mintiki-table-row bbox=[167, 615, 442, 621]
futuristic-title: FUTURISTIC SECURITIES LIMITED bbox=[282, 305, 421, 314]
mintiki-table-cell: श्रीमती ... bbox=[193, 615, 269, 621]
notice-title: जाहीर सूचना bbox=[191, 439, 224, 447]
mintiki-title: मे मिंटीकी फिनसर्व्ह प्रायव्हेट लिमिटेड bbox=[237, 553, 371, 564]
chola-table-cell: 4 bbox=[455, 517, 470, 523]
tender-title: TENDER NOTICE bbox=[365, 27, 438, 36]
notice-title: PUBLIC NOTICE bbox=[86, 341, 146, 350]
futuristic-table-row bbox=[262, 401, 442, 407]
futuristic-table-header-cell: Nine Months ended December 31, 2025 bbox=[353, 332, 399, 342]
chola-table-cell: रु. 12,00,000 bbox=[636, 511, 674, 517]
notice-body: Notice is hereby given that my client intends to purchase the below mentioned property from the owner. All persons having any claim in respect of the said property by way of sale, exchange, mortgage, gift, lease, lien, inheritance or otherwise are hereby required to make the same known in writing with documentary evidence to the undersigned within 14 days from the date of publication hereof, failing which the claims, if any, shall be deemed to have been waived. bbox=[78, 111, 154, 157]
mintiki-table-header-cell: कर्जदाराचे नाव व पत्ता bbox=[193, 596, 269, 602]
column-8-top bbox=[630, 22, 748, 432]
futuristic-table-row bbox=[262, 353, 442, 363]
notice-body: सर्व लोकांना कळविण्यात येते की, माझे अशील यांनी सदर मालमत्तेचे मालक यांच्याकडून खरेदी करण्याचे मान्य केले आहे. सदर मालमत्तेबाबत कोणाही व्यक्तीस विक्री, अदलाबदल, तारण, भाडेपट्टा, वारसाहक्क, बक्षीस, ताबा किंवा अन्य कोणत्याही स्वरुपात दावा असल्यास त्यांनी सदर सूचना प्रकाशनापासून १४ दिवसांच्या आत आवश्यक दस्तावेजांसह खालील स्वाक्षरीकर्ता यांच्याकडे लेखी कळवावे. अन्यथा असा कोणताही दावा नाही असे समजले जाईल आणि व्यवहार पूर्ण केला जाईल. bbox=[634, 172, 744, 200]
chola-table-cell: HE02TWV000095 bbox=[470, 498, 548, 504]
column-1 bbox=[2, 22, 70, 1142]
